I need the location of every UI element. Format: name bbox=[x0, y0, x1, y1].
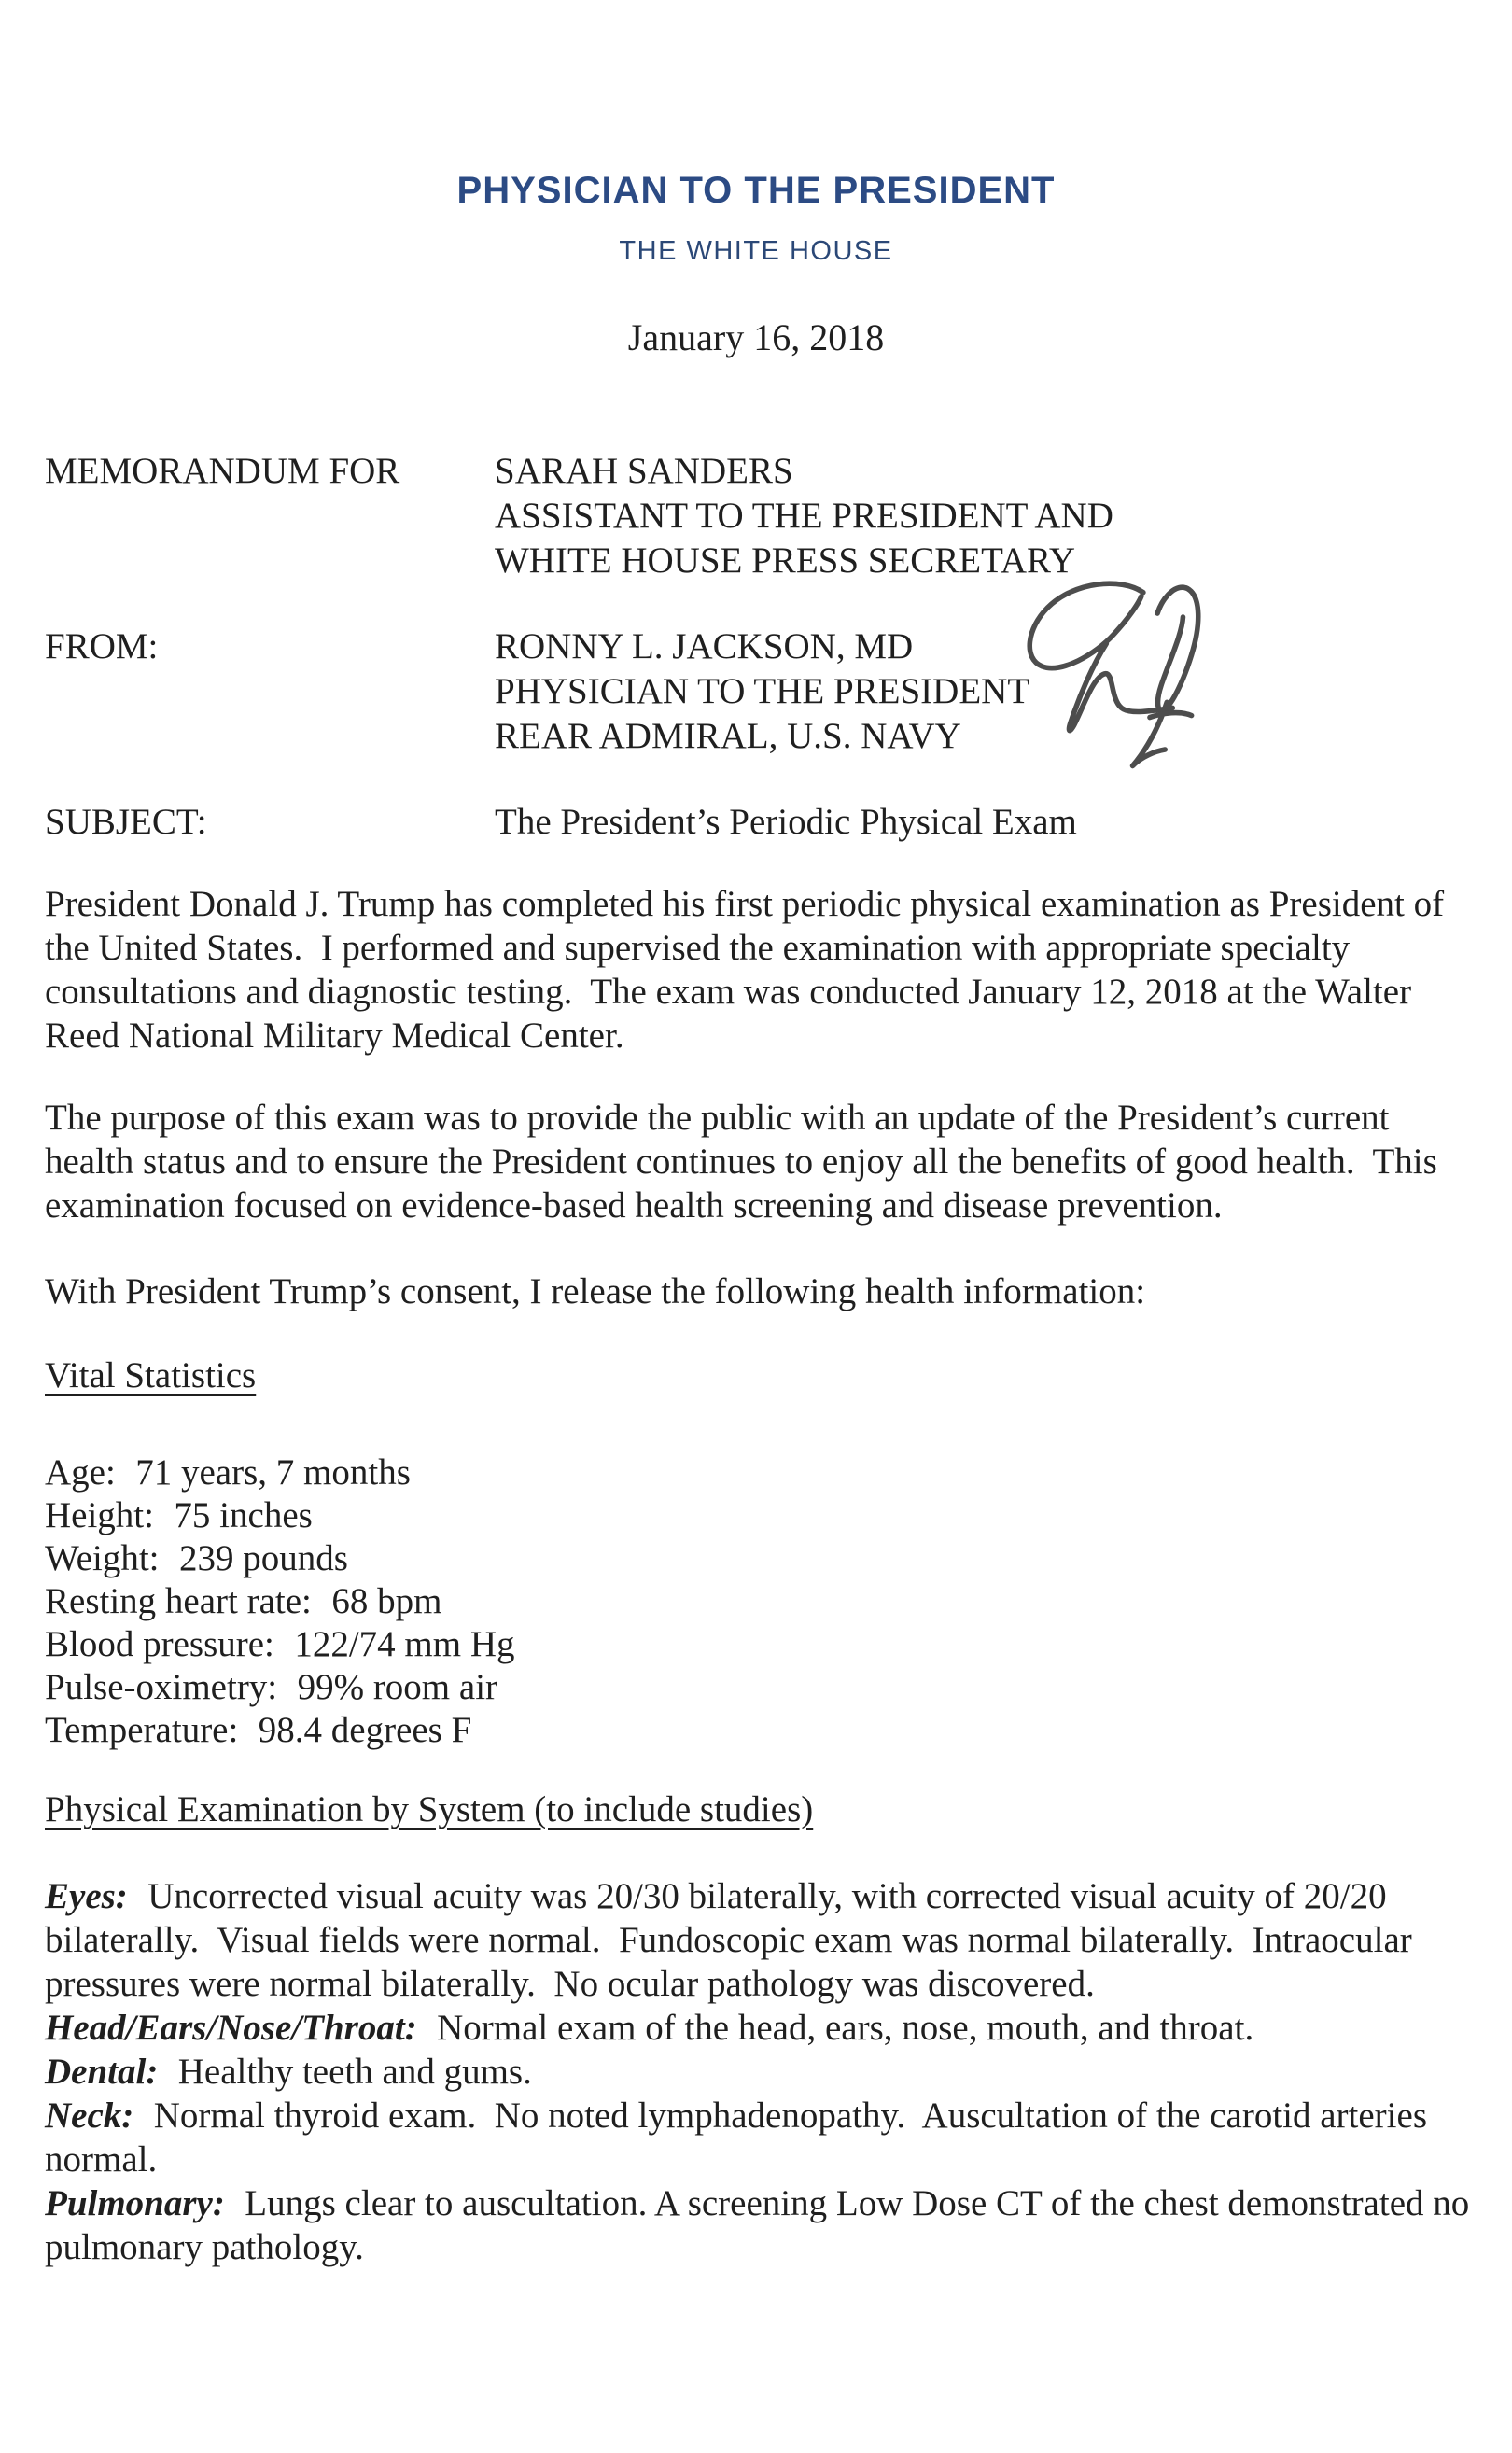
memo-line: SARAH SANDERS bbox=[495, 451, 793, 491]
system-text: Healthy teeth and gums. bbox=[177, 2052, 532, 2092]
system-text: Lungs clear to auscultation. A screening Low Dose CT of the chest demonstrated no pulmonary pathology. bbox=[45, 2183, 1479, 2267]
stat-label: Age: bbox=[45, 1452, 116, 1493]
system-text: Normal exam of the head, ears, nose, mouth, and throat. bbox=[437, 2008, 1254, 2048]
letterhead bbox=[0, 0, 1512, 359]
stat-value: 68 bpm bbox=[331, 1581, 442, 1621]
stat-value: 71 years, 7 months bbox=[135, 1452, 411, 1493]
body-paragraph: The purpose of this exam was to provide the public with an update of the President’s current health status and to ensure the President continues to enjoy all the benefits of good health. This examination focused on evidence-based health screening and disease prevention. bbox=[45, 1098, 1447, 1226]
stat-label: Resting heart rate: bbox=[45, 1581, 312, 1621]
memo-subject-block bbox=[495, 800, 1471, 845]
stat-line bbox=[45, 1709, 1471, 1752]
system-label: Pulmonary: bbox=[45, 2183, 225, 2223]
stat-line bbox=[45, 1494, 1471, 1537]
stat-value: 122/74 mm Hg bbox=[294, 1624, 515, 1664]
memo-row-memorandum-for bbox=[45, 449, 1471, 583]
system-entry-eyes bbox=[45, 1874, 1471, 2006]
system-label: Eyes: bbox=[45, 1876, 128, 1916]
body-paragraph: President Donald J. Trump has completed his first periodic physical examination as President of the United States. I performed and supervised the examination with appropriate specialty consultations and diagnostic testing. The exam was conducted January 12, 2018 at the Walter Reed National Military Medical Center. bbox=[45, 884, 1453, 1056]
body-paragraph: With President Trump’s consent, I release the following health information: bbox=[45, 1271, 1146, 1311]
memo-sender-block bbox=[495, 624, 1471, 759]
section-heading-vital-statistics bbox=[45, 1353, 1471, 1397]
stat-value: 99% room air bbox=[297, 1667, 498, 1707]
physical-exam-list bbox=[45, 1874, 1479, 2269]
memo-line: PHYSICIAN TO THE PRESIDENT bbox=[495, 671, 1030, 711]
memo-row-subject bbox=[45, 800, 1471, 845]
system-entry-pulmonary bbox=[45, 2181, 1479, 2269]
memo-line: REAR ADMIRAL, U.S. NAVY bbox=[495, 716, 961, 756]
stat-line bbox=[45, 1666, 1471, 1709]
memo-line: The President’s Periodic Physical Exam bbox=[495, 802, 1077, 842]
stat-line bbox=[45, 1537, 1471, 1580]
memo-field-label: MEMORANDUM FOR bbox=[45, 451, 400, 491]
stat-label: Temperature: bbox=[45, 1710, 239, 1750]
memo-line: RONNY L. JACKSON, MD bbox=[495, 626, 914, 666]
system-entry-neck bbox=[45, 2094, 1471, 2181]
section-heading-text: Physical Examination by System (to include studies) bbox=[45, 1789, 814, 1829]
system-text: Normal thyroid exam. No noted lymphadenopathy. Auscultation of the carotid arteries normal. bbox=[45, 2096, 1436, 2180]
system-text: Uncorrected visual acuity was 20/30 bilaterally, with corrected visual acuity of 20/20 bilaterally. Visual fields were normal. Fundoscopic exam was normal bilaterally. Intraocular pressures were normal bilaterally. No ocular pathology was discovered. bbox=[45, 1876, 1421, 2004]
memo-line: WHITE HOUSE PRESS SECRETARY bbox=[495, 540, 1076, 581]
memo-line: ASSISTANT TO THE PRESIDENT AND bbox=[495, 496, 1113, 536]
memo-row-from bbox=[45, 624, 1471, 759]
stat-line bbox=[45, 1623, 1471, 1666]
memo-field-label: FROM: bbox=[45, 626, 159, 666]
vital-statistics-list bbox=[45, 1451, 1471, 1752]
stat-line bbox=[45, 1451, 1471, 1494]
stat-value: 98.4 degrees F bbox=[258, 1710, 472, 1750]
signature-icon bbox=[1015, 575, 1219, 784]
memo-field-label: SUBJECT: bbox=[45, 802, 207, 842]
section-heading-physical-examination bbox=[45, 1787, 1471, 1831]
memo-recipient-block bbox=[495, 449, 1471, 583]
system-label: Neck: bbox=[45, 2096, 134, 2136]
stat-value: 75 inches bbox=[174, 1495, 313, 1535]
system-entry-dental bbox=[45, 2050, 1471, 2094]
memo-header-block bbox=[45, 449, 1471, 845]
stat-line bbox=[45, 1580, 1471, 1623]
system-label: Head/Ears/Nose/Throat: bbox=[45, 2008, 417, 2048]
stat-label: Weight: bbox=[45, 1538, 160, 1578]
letterhead-subtitle: THE WHITE HOUSE bbox=[619, 236, 893, 266]
stat-label: Pulse-oximetry: bbox=[45, 1667, 278, 1707]
date-line: January 16, 2018 bbox=[627, 316, 885, 358]
stat-value: 239 pounds bbox=[178, 1538, 348, 1578]
letterhead-title: PHYSICIAN TO THE PRESIDENT bbox=[456, 170, 1056, 211]
stat-label: Blood pressure: bbox=[45, 1624, 274, 1664]
system-entry-head-ears-nose-throat bbox=[45, 2006, 1471, 2050]
section-heading-text: Vital Statistics bbox=[45, 1355, 257, 1395]
system-label: Dental: bbox=[45, 2052, 159, 2092]
stat-label: Height: bbox=[45, 1495, 154, 1535]
